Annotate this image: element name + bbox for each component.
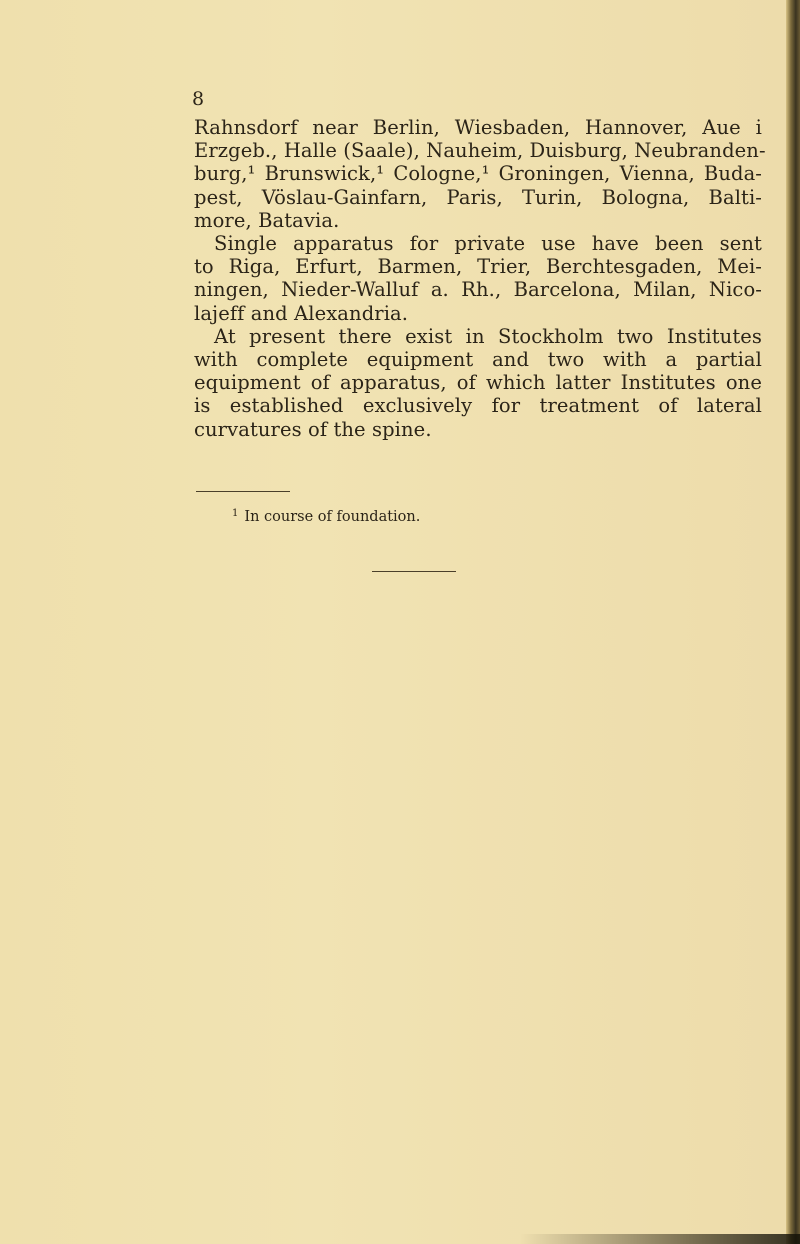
footnote-text: In course of foundation. [244,509,421,525]
text-line: more, Batavia. [194,208,340,232]
book-spine-edge [786,0,800,1244]
text-line: lajeff and Alexandria. [194,301,409,325]
text-line: with complete equipment and two with a partial [194,348,762,372]
footnote [232,505,420,526]
paragraph-1 [194,116,766,232]
footnote-divider [196,491,290,492]
page-number: 8 [192,88,205,110]
paragraph-2 [194,232,762,325]
text-line: Single apparatus for private use have been sent [214,232,762,256]
paragraph-3 [194,325,762,441]
text-line: to Riga, Erfurt, Barmen, Trier, Berchtesgaden, Mei- [194,255,762,279]
text-line: At present there exist in Stockholm two Institutes [214,324,762,348]
text-line: ningen, Nieder-Walluf a. Rh., Barcelona, Milan, Nico- [194,278,762,302]
text-line: curvatures of the spine. [194,417,432,441]
text-line: burg,¹ Brunswick,¹ Cologne,¹ Groningen, Vienna, Buda- [194,162,762,186]
text-line: equipment of apparatus, of which latter Institutes one [194,371,762,395]
text-line: is established exclusively for treatment of lateral [194,394,762,418]
text-line: Rahnsdorf near Berlin, Wiesbaden, Hannover, Aue i [194,116,762,139]
section-end-rule [372,571,456,572]
footnote-marker: 1 [232,508,239,519]
body-text [194,116,766,441]
text-line: Erzgeb., Halle (Saale), Nauheim, Duisburg, Neubranden- [194,139,766,163]
page-bottom-shadow [520,1234,800,1244]
text-line: pest, Vöslau-Gainfarn, Paris, Turin, Bologna, Balti- [194,185,762,209]
